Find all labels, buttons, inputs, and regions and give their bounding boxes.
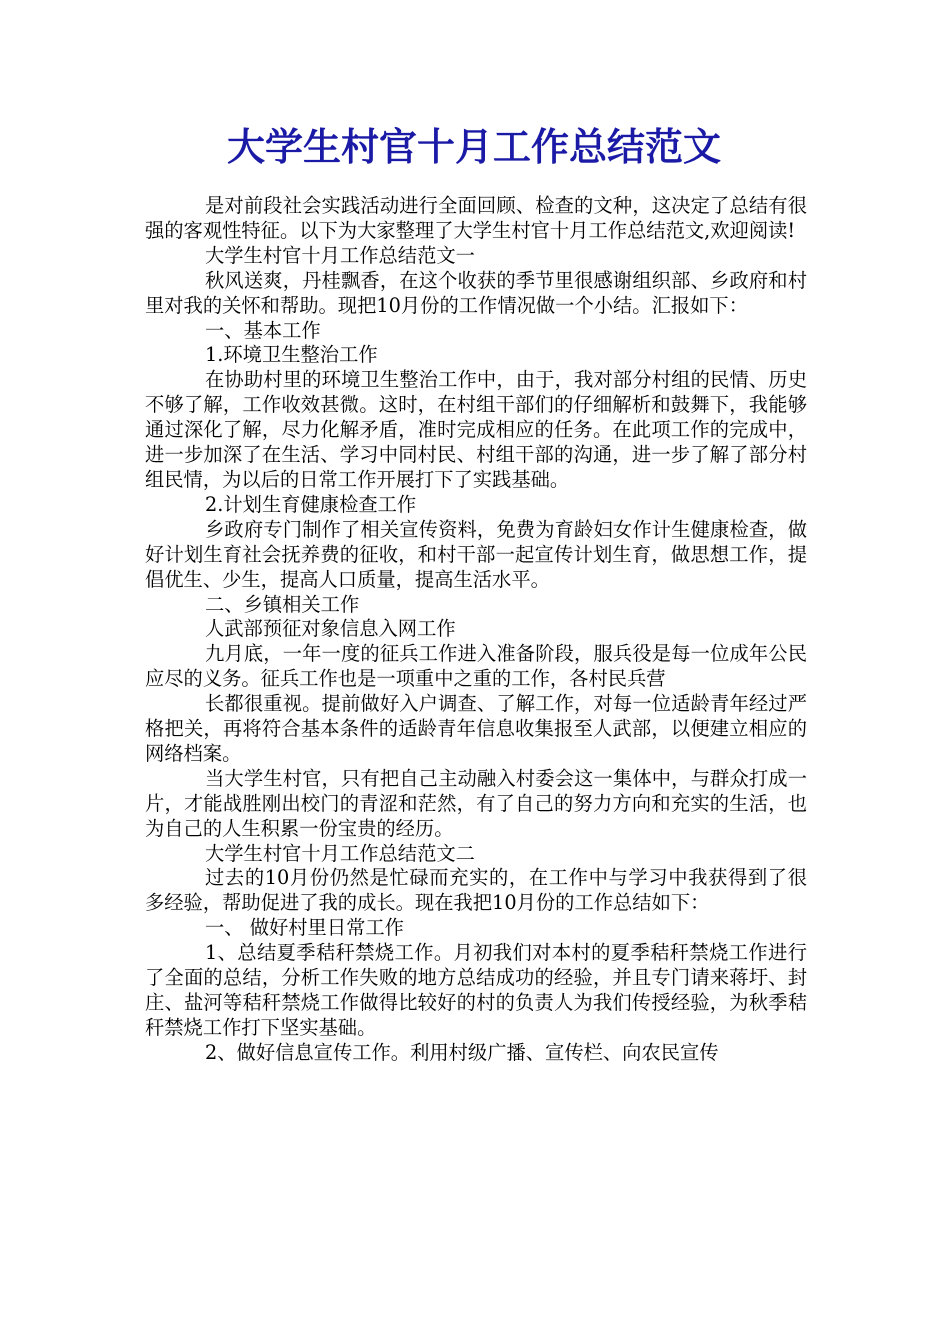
document-page: [145, 118, 807, 1066]
body-paragraph: 当大学生村官，只有把自己主动融入村委会这一集体中，与群众打成一片，才能战胜刚出校门的青涩和茫然，有了自己的努力方向和充实的生活，也为自己的人生积累一份宝贵的经历。: [145, 766, 807, 840]
body-paragraph: 乡政府专门制作了相关宣传资料，免费为育龄妇女作计生健康检查，做好计划生育社会抚养费的征收，和村干部一起宣传计划生育，做思想工作，提倡优生、少生，提高人口质量，提高生活水平。: [145, 517, 807, 591]
body-paragraph: 九月底，一年一度的征兵工作进入准备阶段，服兵役是每一位成年公民应尽的义务。征兵工作也是一项重中之重的工作，各村民兵营: [145, 642, 807, 691]
body-paragraph: 在协助村里的环境卫生整治工作中，由于，我对部分村组的民情、历史不够了解，工作收效甚微。这时，在村组干部们的仔细解析和鼓舞下，我能够通过深化了解，尽力化解矛盾，准时完成相应的任务。在此项工作的完成中，进一步加深了在生活、学习中同村民、村组干部的沟通，进一步了解了部分村组民情，为以后的日常工作开展打下了实践基础。: [145, 368, 807, 491]
subheading-basic-work: 一、基本工作: [205, 318, 321, 342]
section-heading-sample-two: 大学生村官十月工作总结范文二: [205, 841, 475, 865]
body-paragraph: 2、做好信息宣传工作。利用村级广播、宣传栏、向农民宣传: [205, 1040, 719, 1064]
section-heading-sample-one: 大学生村官十月工作总结范文一: [205, 243, 475, 267]
subheading-township-work: 二、乡镇相关工作: [205, 592, 360, 616]
subheading-family-planning: 2.计划生育健康检查工作: [205, 492, 417, 516]
document-body: [145, 194, 807, 1066]
subheading-environment: 1.环境卫生整治工作: [205, 343, 378, 367]
body-paragraph: 秋风送爽，丹桂飘香，在这个收获的季节里很感谢组织部、乡政府和村里对我的关怀和帮助。现把10月份的工作情况做一个小结。汇报如下：: [145, 268, 807, 317]
intro-paragraph: 是对前段社会实践活动进行全面回顾、检查的文种，这决定了总结有很强的客观性特征。以下为大家整理了大学生村官十月工作总结范文,欢迎阅读!: [145, 194, 807, 242]
body-paragraph: 过去的10月份仍然是忙碌而充实的，在工作中与学习中我获得到了很多经验，帮助促进了我的成长。现在我把10月份的工作总结如下：: [145, 866, 807, 915]
body-paragraph: 长都很重视。提前做好入户调查、了解工作，对每一位适龄青年经过严格把关，再将符合基本条件的适龄青年信息收集报至人武部，以便建立相应的网络档案。: [145, 692, 807, 765]
subheading-daily-work: 一、 做好村里日常工作: [205, 916, 404, 940]
subheading-recruitment: 人武部预征对象信息入网工作: [205, 617, 456, 641]
body-paragraph: 1、总结夏季秸秆禁烧工作。月初我们对本村的夏季秸秆禁烧工作进行了全面的总结，分析工作失败的地方总结成功的经验，并且专门请来蒋圩、封庄、盐河等秸秆禁烧工作做得比较好的村的负责人为我们传授经验，为秋季秸秆禁烧工作打下坚实基础。: [145, 941, 807, 1039]
document-title: 大学生村官十月工作总结范文: [226, 125, 721, 169]
